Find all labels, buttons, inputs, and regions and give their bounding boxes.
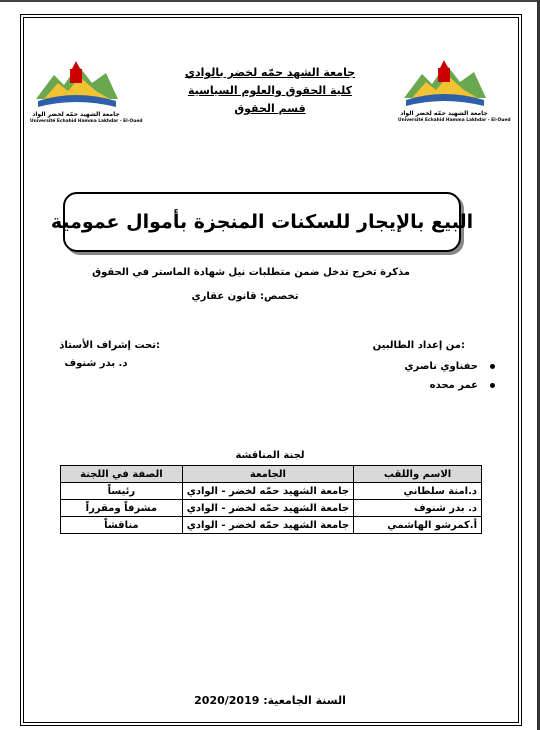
member-name: د. بدر شنوف — [354, 500, 482, 517]
table-row — [61, 500, 482, 517]
memo-description: مذكرة تخرج تدخل ضمن متطلبات نيل شهادة الماستر في الحقوق — [92, 267, 410, 278]
logo-caption-arabic: جامعة الشهيد حمّه لخضر الواد — [32, 111, 120, 118]
table-row — [61, 483, 482, 500]
logo-caption-arabic: جامعة الشهيد حمّه لخضر الواد — [400, 110, 488, 117]
supervisor-label: تحت إشراف الأستاذ: — [59, 340, 160, 351]
committee-title: لجنة المناقشة — [235, 450, 305, 461]
thesis-title-box — [50, 192, 474, 252]
university-logo-left — [30, 55, 143, 127]
member-name: د.امنة سلطاني — [354, 483, 482, 500]
member-university: جامعة الشهيد حمّه لخضر - الوادي — [182, 483, 353, 500]
institution-header — [150, 64, 390, 118]
member-role: رئيساً — [61, 483, 183, 500]
column-header: الجامعة — [182, 466, 353, 483]
academic-year: السنة الجامعية: 2020/2019 — [194, 694, 346, 707]
member-name: أ.كمرشو الهاشمي — [354, 517, 482, 534]
department-name: قسم الحقوق — [234, 102, 306, 115]
student-item — [330, 357, 495, 376]
logo-caption-french: Université Echahid Hamma Lakhdar - El-Oued — [398, 118, 511, 123]
university-name: جامعة الشهد حمّه لخضر بالوادي — [184, 66, 356, 79]
supervisor-name: د. بدر شنوف — [64, 358, 128, 369]
thesis-title: البيع بالإيجار للسكنات المنجزة بأموال عمومية — [50, 211, 474, 233]
column-header: الصفة في اللجنة — [61, 466, 183, 483]
university-logo-right — [398, 54, 511, 126]
committee-table — [60, 465, 482, 534]
student-item — [330, 376, 495, 395]
bullet-icon — [490, 364, 495, 369]
faculty-name: كلية الحقوق والعلوم السياسية — [187, 84, 353, 97]
page-top-edge — [0, 0, 540, 2]
member-role: مناقشاً — [61, 517, 183, 534]
university-emblem-icon — [398, 54, 490, 110]
logo-caption-french: Université Echahid Hamma Lakhdar - El-Oued — [30, 119, 143, 124]
specialization: تخصص: قانون عقاري — [191, 291, 299, 302]
university-emblem-icon — [30, 55, 122, 111]
member-university: جامعة الشهيد حمّه لخضر - الوادي — [182, 500, 353, 517]
student-name: عمر محده — [429, 380, 478, 391]
student-name: حفناوي ناصري — [404, 361, 478, 372]
table-header-row — [61, 466, 482, 483]
students-list — [330, 357, 495, 395]
table-row — [61, 517, 482, 534]
member-university: جامعة الشهيد حمّه لخضر - الوادي — [182, 517, 353, 534]
students-label: من إعداد الطالبين: — [372, 340, 465, 351]
column-header: الاسم واللقب — [354, 466, 482, 483]
member-role: مشرفاً ومقرراً — [61, 500, 183, 517]
bullet-icon — [490, 383, 495, 388]
